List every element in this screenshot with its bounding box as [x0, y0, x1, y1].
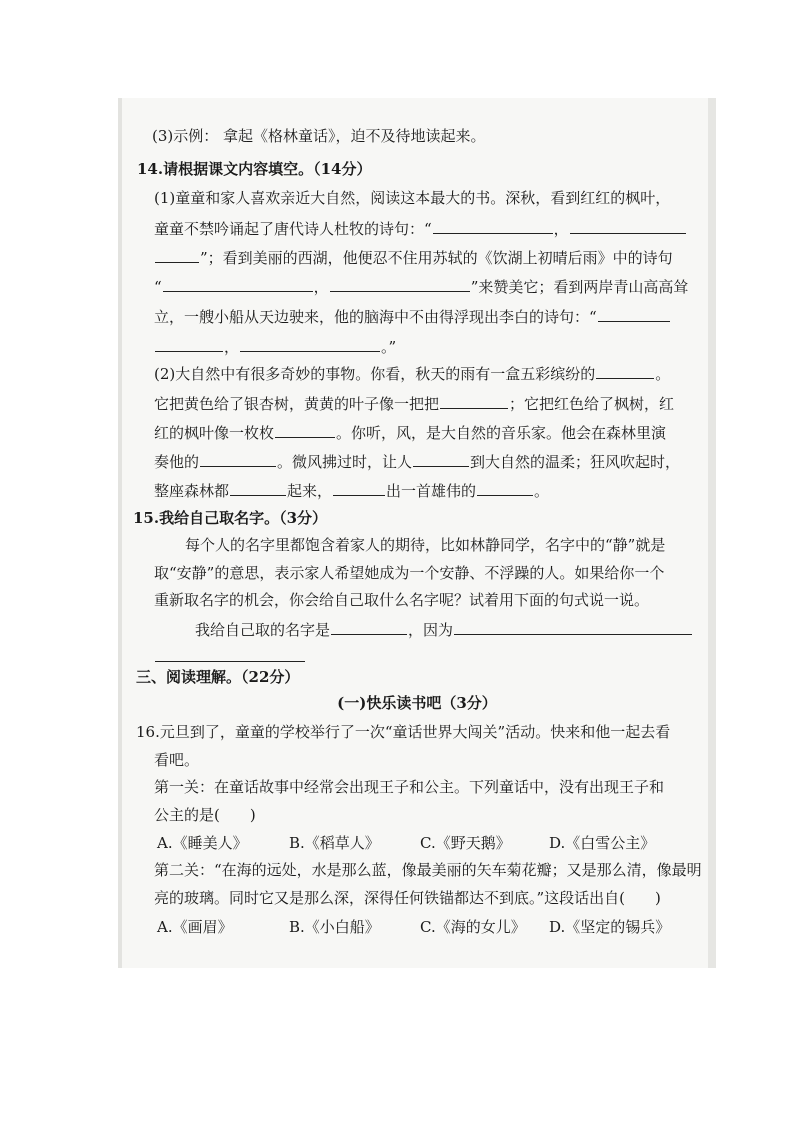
blank-9[interactable]	[596, 363, 654, 379]
q16-option2-a[interactable]: A.《画眉》	[157, 918, 233, 936]
q14-title: 14.请根据课文内容填空。（14分）	[137, 160, 372, 178]
q15-reason-line2	[154, 646, 306, 667]
q14-p1-line4: “ ， ”来赞美它；看到两岸青山高高耸	[154, 278, 689, 296]
blank-16[interactable]	[477, 480, 533, 496]
blank-10[interactable]	[440, 393, 508, 409]
q16-option1-c[interactable]: C.《野天鹅》	[420, 834, 511, 852]
blank-12[interactable]	[200, 451, 276, 467]
blank-15[interactable]	[333, 480, 385, 496]
q14-p2-line2: 它把黄色给了银杏树，黄黄的叶子像一把把 ；它把红色给了枫树，红	[154, 395, 675, 413]
q13-example: (3)示例： 拿起《格林童话》，迫不及待地读起来。	[152, 127, 486, 145]
blank-4[interactable]	[163, 276, 313, 292]
q16-intro-2: 看吧。	[154, 751, 200, 769]
q16-level1-1: 第一关：在童话故事中经常会出现王子和公主。下列童话中，没有出现王子和	[154, 778, 665, 796]
q14-p1-line6: ， 。”	[154, 336, 396, 357]
q14-p1-line3: ”；看到美丽的西湖，他便忍不住用苏轼的《饮湖上初晴后雨》中的诗句	[154, 247, 673, 268]
q16-level1-2: 公主的是( )	[154, 806, 256, 824]
q14-p1-line1: (1)童童和家人喜欢亲近大自然，阅读这本最大的书。深秋，看到红红的枫叶，	[154, 189, 671, 207]
q14-p1-line2: 童童不禁吟诵起了唐代诗人杜牧的诗句：“ ，	[154, 218, 687, 239]
q16-option1-d[interactable]: D.《白雪公主》	[549, 834, 656, 852]
q16-option1-b[interactable]: B.《稻草人》	[289, 834, 380, 852]
blank-6[interactable]	[598, 306, 670, 322]
q15-body-3: 重新取名字的机会，你会给自己取什么名字呢？试着用下面的句式说一说。	[154, 591, 650, 609]
reason-blank[interactable]	[454, 619, 692, 635]
q14-p2-line5: 整座森林都 起来， 出一首雄伟的 。	[154, 482, 550, 500]
q15-body-1: 每个人的名字里都饱含着家人的期待，比如林静同学，名字中的“静”就是	[185, 536, 666, 554]
blank-11[interactable]	[275, 422, 335, 438]
blank-1[interactable]	[433, 218, 553, 234]
blank-2[interactable]	[570, 218, 686, 234]
section3-subtitle: (一)快乐读书吧（3分）	[337, 694, 497, 712]
q14-p2-line1: (2)大自然中有很多奇妙的事物。你看，秋天的雨有一盒五彩缤纷的 。	[154, 365, 671, 383]
q14-p1-line5: 立，一艘小船从天边驶来，他的脑海中不由得浮现出李白的诗句：“	[154, 306, 671, 327]
q14-p2-line3: 红的枫叶像一枚枚 。你听，风，是大自然的音乐家。他会在森林里演	[154, 424, 667, 442]
blank-13[interactable]	[413, 451, 469, 467]
blank-7[interactable]	[155, 336, 223, 352]
reason-blank-2[interactable]	[155, 646, 305, 662]
q16-option2-c[interactable]: C.《海的女儿》	[420, 918, 526, 936]
q16-level2-1: 第二关：“在海的远处，水是那么蓝，像最美丽的矢车菊花瓣；又是那么清，像最明	[154, 861, 702, 879]
blank-5[interactable]	[330, 276, 470, 292]
blank-3[interactable]	[155, 247, 199, 263]
q14-p2-line4: 奏他的 。微风拂过时，让人 到大自然的温柔；狂风吹起时，	[154, 453, 681, 471]
blank-8[interactable]	[240, 336, 380, 352]
q15-title: 15.我给自己取名字。（3分）	[133, 509, 328, 527]
page-edge-left	[118, 98, 122, 968]
name-blank[interactable]	[331, 619, 407, 635]
q15-body-2: 取“安静”的意思，表示家人希望她成为一个安静、不浮躁的人。如果给你一个	[154, 564, 665, 582]
section3-title: 三、阅读理解。（22分）	[136, 668, 300, 686]
q15-sentence: 我给自己取的名字是 ，因为	[195, 619, 693, 640]
q16-option1-a[interactable]: A.《睡美人》	[157, 834, 248, 852]
page-edge-right	[708, 98, 716, 968]
q16-option2-d[interactable]: D.《坚定的锡兵》	[549, 918, 671, 936]
q16-level2-2: 亮的玻璃。同时它又是那么深，深得任何铁锚都达不到底。”这段话出自( )	[154, 889, 661, 907]
q16-intro-1: 16.元旦到了，童童的学校举行了一次“童话世界大闯关”活动。快来和他一起去看	[136, 723, 671, 741]
blank-14[interactable]	[230, 480, 286, 496]
q16-option2-b[interactable]: B.《小白船》	[289, 918, 380, 936]
